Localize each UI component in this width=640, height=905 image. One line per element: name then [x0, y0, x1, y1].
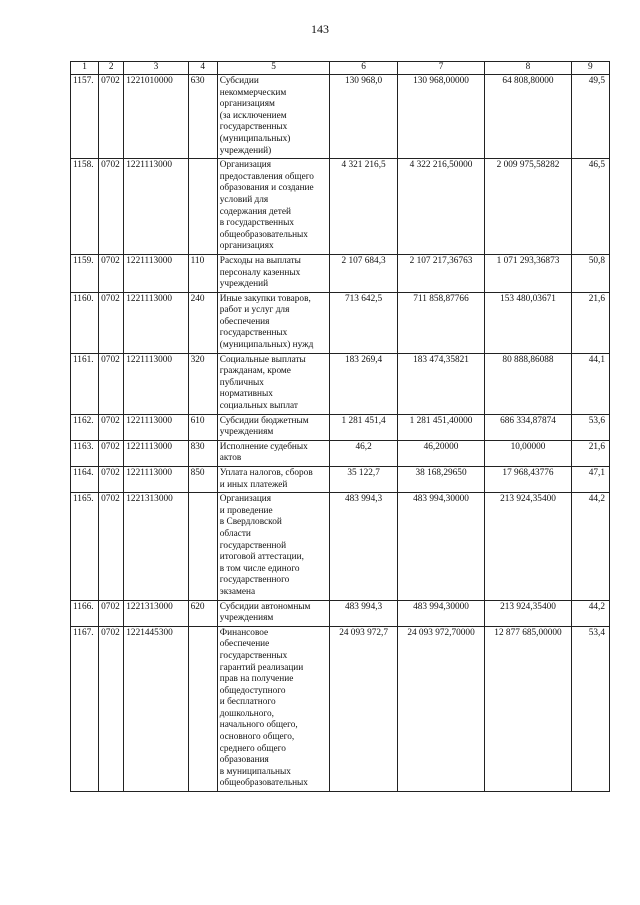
section-code-cell: 0702: [99, 600, 124, 626]
executed-amount-cell: 12 877 685,00000: [485, 626, 571, 791]
planned-amount-cell: 130 968,0: [330, 75, 397, 159]
item-name-cell: Субсидии автономным учреждениям: [217, 600, 330, 626]
section-code-cell: 0702: [99, 414, 124, 440]
column-header: 1: [71, 62, 99, 75]
column-header: 9: [571, 62, 609, 75]
column-header: 5: [217, 62, 330, 75]
planned-amount-cell: 35 122,7: [330, 467, 397, 493]
section-code-cell: 0702: [99, 292, 124, 353]
item-name-cell: Субсидии некоммерческим организациям (за исключением государственных (муниципальных) учреждений): [217, 75, 330, 159]
expense-type-code-cell: 610: [188, 414, 217, 440]
target-article-code-cell: 1221113000: [124, 292, 188, 353]
executed-amount-cell: 213 924,35400: [485, 493, 571, 600]
table-row: [71, 440, 610, 466]
section-code-cell: 0702: [99, 159, 124, 255]
row-number-cell: 1158.: [71, 159, 99, 255]
planned-amount-cell: 4 321 216,5: [330, 159, 397, 255]
budget-table: [70, 61, 610, 792]
target-article-code-cell: 1221113000: [124, 353, 188, 414]
executed-amount-cell: 153 480,03671: [485, 292, 571, 353]
section-code-cell: 0702: [99, 626, 124, 791]
executed-amount-cell: 686 334,87874: [485, 414, 571, 440]
expense-type-code-cell: 240: [188, 292, 217, 353]
target-article-code-cell: 1221113000: [124, 467, 188, 493]
execution-percent-cell: 53,6: [571, 414, 609, 440]
section-code-cell: 0702: [99, 75, 124, 159]
item-name-cell: Социальные выплаты гражданам, кроме публичных нормативных социальных выплат: [217, 353, 330, 414]
execution-percent-cell: 21,6: [571, 292, 609, 353]
executed-amount-cell: 17 968,43776: [485, 467, 571, 493]
column-header: 3: [124, 62, 188, 75]
item-name-cell: Финансовое обеспечение государственных гарантий реализации прав на получение общедоступного и бесплатного дошкольного, начального общего, основного общего, среднего общего образования в муниципальных общеобразовательных: [217, 626, 330, 791]
planned-amount-cell: 183 269,4: [330, 353, 397, 414]
adjusted-amount-cell: 483 994,30000: [397, 600, 484, 626]
expense-type-code-cell: [188, 159, 217, 255]
executed-amount-cell: 64 808,80000: [485, 75, 571, 159]
expense-type-code-cell: 850: [188, 467, 217, 493]
row-number-cell: 1164.: [71, 467, 99, 493]
page-number: 143: [311, 22, 329, 36]
adjusted-amount-cell: 46,20000: [397, 440, 484, 466]
planned-amount-cell: 1 281 451,4: [330, 414, 397, 440]
execution-percent-cell: 49,5: [571, 75, 609, 159]
target-article-code-cell: 1221113000: [124, 440, 188, 466]
adjusted-amount-cell: 2 107 217,36763: [397, 254, 484, 292]
table-row: [71, 626, 610, 791]
planned-amount-cell: 2 107 684,3: [330, 254, 397, 292]
expense-type-code-cell: 320: [188, 353, 217, 414]
execution-percent-cell: 50,8: [571, 254, 609, 292]
execution-percent-cell: 47,1: [571, 467, 609, 493]
table-row: [71, 493, 610, 600]
executed-amount-cell: 80 888,86088: [485, 353, 571, 414]
expense-type-code-cell: [188, 493, 217, 600]
adjusted-amount-cell: 711 858,87766: [397, 292, 484, 353]
section-code-cell: 0702: [99, 353, 124, 414]
row-number-cell: 1159.: [71, 254, 99, 292]
executed-amount-cell: 2 009 975,58282: [485, 159, 571, 255]
item-name-cell: Иные закупки товаров, работ и услуг для обеспечения государственных (муниципальных) нужд: [217, 292, 330, 353]
table-row: [71, 75, 610, 159]
table-row: [71, 414, 610, 440]
item-name-cell: Организация и проведение в Свердловской области государственной итоговой аттестации, в том числе единого государственного экзамена: [217, 493, 330, 600]
item-name-cell: Исполнение судебных актов: [217, 440, 330, 466]
expense-type-code-cell: [188, 626, 217, 791]
row-number-cell: 1166.: [71, 600, 99, 626]
table-row: [71, 467, 610, 493]
target-article-code-cell: 1221113000: [124, 159, 188, 255]
table-row: [71, 600, 610, 626]
executed-amount-cell: 10,00000: [485, 440, 571, 466]
target-article-code-cell: 1221113000: [124, 254, 188, 292]
column-header: 6: [330, 62, 397, 75]
column-header: 8: [485, 62, 571, 75]
executed-amount-cell: 213 924,35400: [485, 600, 571, 626]
adjusted-amount-cell: 130 968,00000: [397, 75, 484, 159]
item-name-cell: Уплата налогов, сборов и иных платежей: [217, 467, 330, 493]
table-row: [71, 254, 610, 292]
column-header: 7: [397, 62, 484, 75]
planned-amount-cell: 483 994,3: [330, 600, 397, 626]
target-article-code-cell: 1221313000: [124, 600, 188, 626]
section-code-cell: 0702: [99, 254, 124, 292]
execution-percent-cell: 44,2: [571, 600, 609, 626]
row-number-cell: 1161.: [71, 353, 99, 414]
table-row: [71, 353, 610, 414]
planned-amount-cell: 24 093 972,7: [330, 626, 397, 791]
row-number-cell: 1157.: [71, 75, 99, 159]
item-name-cell: Организация предоставления общего образования и создание условий для содержания детей в государственных общеобразовательных организациях: [217, 159, 330, 255]
row-number-cell: 1162.: [71, 414, 99, 440]
expense-type-code-cell: 830: [188, 440, 217, 466]
table-row: [71, 292, 610, 353]
execution-percent-cell: 21,6: [571, 440, 609, 466]
planned-amount-cell: 46,2: [330, 440, 397, 466]
row-number-cell: 1163.: [71, 440, 99, 466]
row-number-cell: 1165.: [71, 493, 99, 600]
table-row: [71, 159, 610, 255]
execution-percent-cell: 44,2: [571, 493, 609, 600]
item-name-cell: Субсидии бюджетным учреждениям: [217, 414, 330, 440]
executed-amount-cell: 1 071 293,36873: [485, 254, 571, 292]
row-number-cell: 1167.: [71, 626, 99, 791]
adjusted-amount-cell: 1 281 451,40000: [397, 414, 484, 440]
adjusted-amount-cell: 483 994,30000: [397, 493, 484, 600]
column-header: 4: [188, 62, 217, 75]
adjusted-amount-cell: 183 474,35821: [397, 353, 484, 414]
execution-percent-cell: 44,1: [571, 353, 609, 414]
item-name-cell: Расходы на выплаты персоналу казенных учреждений: [217, 254, 330, 292]
planned-amount-cell: 713 642,5: [330, 292, 397, 353]
column-header: 2: [99, 62, 124, 75]
adjusted-amount-cell: 24 093 972,70000: [397, 626, 484, 791]
execution-percent-cell: 53,4: [571, 626, 609, 791]
execution-percent-cell: 46,5: [571, 159, 609, 255]
expense-type-code-cell: 110: [188, 254, 217, 292]
target-article-code-cell: 1221113000: [124, 414, 188, 440]
expense-type-code-cell: 630: [188, 75, 217, 159]
expense-type-code-cell: 620: [188, 600, 217, 626]
section-code-cell: 0702: [99, 440, 124, 466]
row-number-cell: 1160.: [71, 292, 99, 353]
table-header-row: [71, 62, 610, 75]
adjusted-amount-cell: 38 168,29650: [397, 467, 484, 493]
target-article-code-cell: 1221010000: [124, 75, 188, 159]
section-code-cell: 0702: [99, 493, 124, 600]
planned-amount-cell: 483 994,3: [330, 493, 397, 600]
target-article-code-cell: 1221445300: [124, 626, 188, 791]
adjusted-amount-cell: 4 322 216,50000: [397, 159, 484, 255]
section-code-cell: 0702: [99, 467, 124, 493]
target-article-code-cell: 1221313000: [124, 493, 188, 600]
